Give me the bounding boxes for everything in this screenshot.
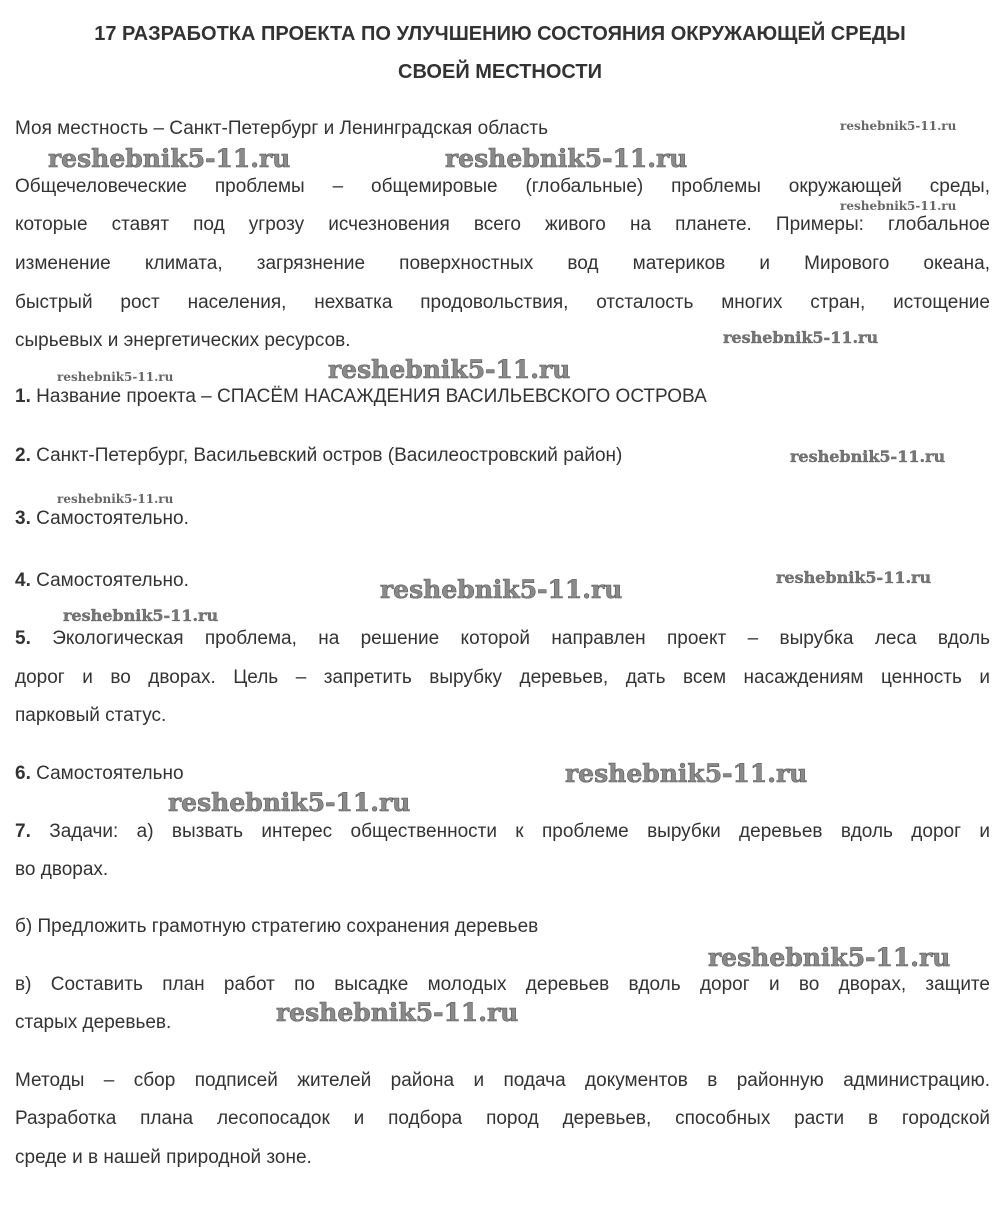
watermark: reshebnik5-11.ru	[565, 759, 808, 788]
task-v-line: старых деревьев.	[15, 1012, 172, 1033]
page-title-line-1: 17 РАЗРАБОТКА ПРОЕКТА ПО УЛУЧШЕНИЮ СОСТОЯНИЯ ОКРУЖАЮЩЕЙ СРЕДЫ	[94, 23, 906, 45]
task-v-line: в) Составить план работ по высадке молодых деревьев вдоль дорог и во дворах, защите	[15, 974, 990, 995]
item-number: 4.	[15, 570, 31, 591]
item-2	[15, 445, 622, 467]
watermark: reshebnik5-11.ru	[723, 328, 879, 347]
watermark: reshebnik5-11.ru	[445, 144, 688, 173]
methods-line: Разработка плана лесопосадок и подбора пород деревьев, способных расти в городской	[15, 1108, 990, 1129]
watermark: reshebnik5-11.ru	[276, 998, 519, 1027]
item-4	[15, 570, 189, 592]
item-5-line: дорог и во дворах. Цель – запретить вырубку деревьев, дать всем насаждениям ценность и	[15, 667, 990, 688]
page-title-line-2: СВОЕЙ МЕСТНОСТИ	[398, 61, 602, 83]
problems-line: изменение климата, загрязнение поверхностных вод материков и Мирового океана,	[15, 253, 990, 274]
watermark: reshebnik5-11.ru	[63, 606, 219, 625]
item-number: 6.	[15, 763, 31, 784]
item-text: Задачи: а) вызвать интерес общественности к проблеме вырубки деревьев вдоль дорог и	[30, 821, 990, 842]
watermark: reshebnik5-11.ru	[57, 370, 174, 384]
item-7	[15, 821, 990, 843]
intro-text: Моя местность – Санкт-Петербург и Ленинградская область	[15, 118, 548, 139]
methods-line: среде и в нашей природной зоне.	[15, 1147, 312, 1168]
item-text: Название проекта – СПАСЁМ НАСАЖДЕНИЯ ВАСИЛЬЕВСКОГО ОСТРОВА	[30, 386, 707, 407]
problems-line: Общечеловеческие проблемы – общемировые (глобальные) проблемы окружающей среды,	[15, 176, 990, 197]
methods-line: Методы – сбор подписей жителей района и подача документов в районную администрацию.	[15, 1070, 990, 1091]
item-number: 7.	[15, 821, 31, 842]
task-b: б) Предложить грамотную стратегию сохранения деревьев	[15, 916, 539, 937]
item-text: Самостоятельно.	[30, 570, 189, 591]
item-5	[15, 628, 990, 650]
item-text: Самостоятельно.	[30, 508, 189, 529]
watermark: reshebnik5-11.ru	[840, 199, 957, 213]
item-number: 2.	[15, 445, 31, 466]
item-number: 3.	[15, 508, 31, 529]
problems-line: быстрый рост населения, нехватка продовольствия, отсталость многих стран, истощение	[15, 292, 990, 313]
watermark: reshebnik5-11.ru	[57, 492, 174, 506]
problems-line: сырьевых и энергетических ресурсов.	[15, 330, 351, 351]
item-7-line: во дворах.	[15, 859, 109, 880]
watermark: reshebnik5-11.ru	[776, 568, 932, 587]
watermark: reshebnik5-11.ru	[840, 119, 957, 133]
watermark: reshebnik5-11.ru	[790, 447, 946, 466]
item-3	[15, 508, 189, 530]
item-6	[15, 763, 184, 785]
watermark: reshebnik5-11.ru	[48, 144, 291, 173]
item-5-line: парковый статус.	[15, 705, 167, 726]
item-text: Санкт-Петербург, Васильевский остров (Василеостровский район)	[30, 445, 623, 466]
watermark: reshebnik5-11.ru	[708, 943, 951, 972]
watermark: reshebnik5-11.ru	[328, 355, 571, 384]
item-number: 5.	[15, 628, 31, 649]
watermark: reshebnik5-11.ru	[380, 575, 623, 604]
problems-line: которые ставят под угрозу исчезновения всего живого на планете. Примеры: глобальное	[15, 214, 990, 235]
watermark: reshebnik5-11.ru	[168, 788, 411, 817]
item-text: Экологическая проблема, на решение которой направлен проект – вырубка леса вдоль	[30, 628, 990, 649]
item-text: Самостоятельно	[30, 763, 184, 784]
item-number: 1.	[15, 386, 31, 407]
item-1	[15, 386, 707, 408]
